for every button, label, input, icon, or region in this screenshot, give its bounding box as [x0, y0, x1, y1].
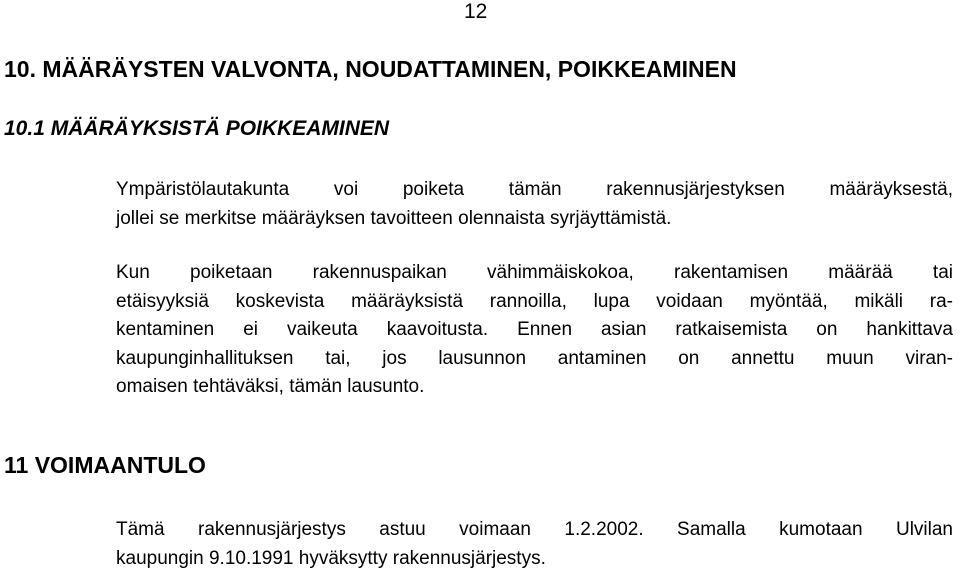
paragraph-exemption-authority: [116, 176, 953, 233]
paragraph-line: etäisyyksiä koskevista määräyksistä rannoilla, lupa voidaan myöntää, mikäli ra-: [116, 288, 953, 317]
paragraph-line: Ympäristölautakunta voi poiketa tämän rakennusjärjestyksen määräyksestä,: [116, 176, 953, 205]
paragraph-line: omaisen tehtäväksi, tämän lausunto.: [116, 373, 953, 402]
paragraph-line: kaupunginhallituksen tai, jos lausunnon antaminen on annettu muun viran-: [116, 345, 953, 374]
paragraph-entry-into-force: [116, 516, 953, 573]
paragraph-line: jollei se merkitse määräyksen tavoitteen olennaista syrjäyttämistä.: [116, 205, 953, 234]
section-11-heading: 11 VOIMAANTULO: [4, 451, 206, 479]
section-10-1-heading: 10.1 MÄÄRÄYKSISTÄ POIKKEAMINEN: [4, 116, 389, 142]
paragraph-line: Kun poiketaan rakennuspaikan vähimmäiskokoa, rakentamisen määrää tai: [116, 259, 953, 288]
paragraph-line: kaupungin 9.10.1991 hyväksytty rakennusjärjestys.: [116, 545, 953, 573]
paragraph-shore-exemption: [116, 259, 953, 402]
page-number: 12: [464, 0, 487, 24]
section-10-heading: 10. MÄÄRÄYSTEN VALVONTA, NOUDATTAMINEN, POIKKEAMINEN: [4, 55, 737, 83]
paragraph-line: kentaminen ei vaikeuta kaavoitusta. Ennen asian ratkaisemista on hankittava: [116, 316, 953, 345]
paragraph-line: Tämä rakennusjärjestys astuu voimaan 1.2.2002. Samalla kumotaan Ulvilan: [116, 516, 953, 545]
